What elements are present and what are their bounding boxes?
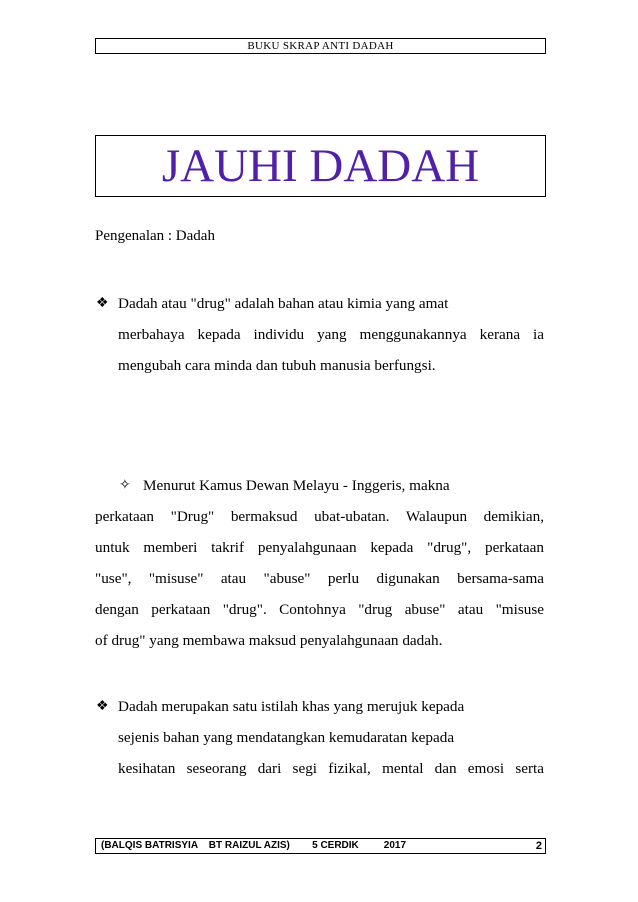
paragraph-line: merbahaya kepada individu yang menggunakannya kerana ia	[118, 326, 544, 343]
paragraph-line: of drug" yang membawa maksud penyalahgunaan dadah.	[95, 632, 443, 649]
paragraph-line: untuk memberi takrif penyalahgunaan kepada "drug", perkataan	[95, 539, 544, 556]
page-footer	[95, 838, 546, 854]
diamond-bullet-icon: ❖	[96, 296, 109, 311]
footer-text: (BALQIS BATRISYIA BT RAIZUL AZIS) 5 CERDIK 2017	[101, 840, 407, 851]
diamond-bullet-icon: ❖	[96, 699, 109, 714]
page-title: JAUHI DADAH	[161, 140, 480, 192]
paragraph-line: dengan perkataan "drug". Contohnya "drug abuse" atau "misuse	[95, 601, 544, 618]
paragraph-line: "use", "misuse" atau "abuse" perlu digunakan bersama-sama	[95, 570, 544, 587]
star-bullet-icon: ✧	[119, 478, 131, 493]
header-text: BUKU SKRAP ANTI DADAH	[247, 40, 394, 52]
paragraph-line: Dadah atau "drug" adalah bahan atau kimia yang amat	[118, 295, 449, 312]
paragraph-line: Menurut Kamus Dewan Melayu - Inggeris, makna	[143, 477, 450, 494]
paragraph-line: Dadah merupakan satu istilah khas yang merujuk kepada	[118, 698, 465, 715]
paragraph-line: kesihatan seseorang dari segi fizikal, mental dan emosi serta	[118, 760, 544, 777]
paragraph-3	[118, 691, 544, 784]
paragraph-line: sejenis bahan yang mendatangkan kemudaratan kepada	[118, 729, 455, 746]
paragraph-1	[118, 288, 544, 381]
section-subtitle: Pengenalan : Dadah	[95, 228, 215, 244]
page-number: 2	[535, 840, 542, 852]
paragraph-line: perkataan "Drug" bermaksud ubat-ubatan. Walaupun demikian,	[95, 508, 544, 525]
paragraph-line: mengubah cara minda dan tubuh manusia berfungsi.	[118, 357, 436, 374]
title-box	[95, 135, 546, 197]
paragraph-2	[95, 470, 544, 656]
page-header	[95, 38, 546, 54]
